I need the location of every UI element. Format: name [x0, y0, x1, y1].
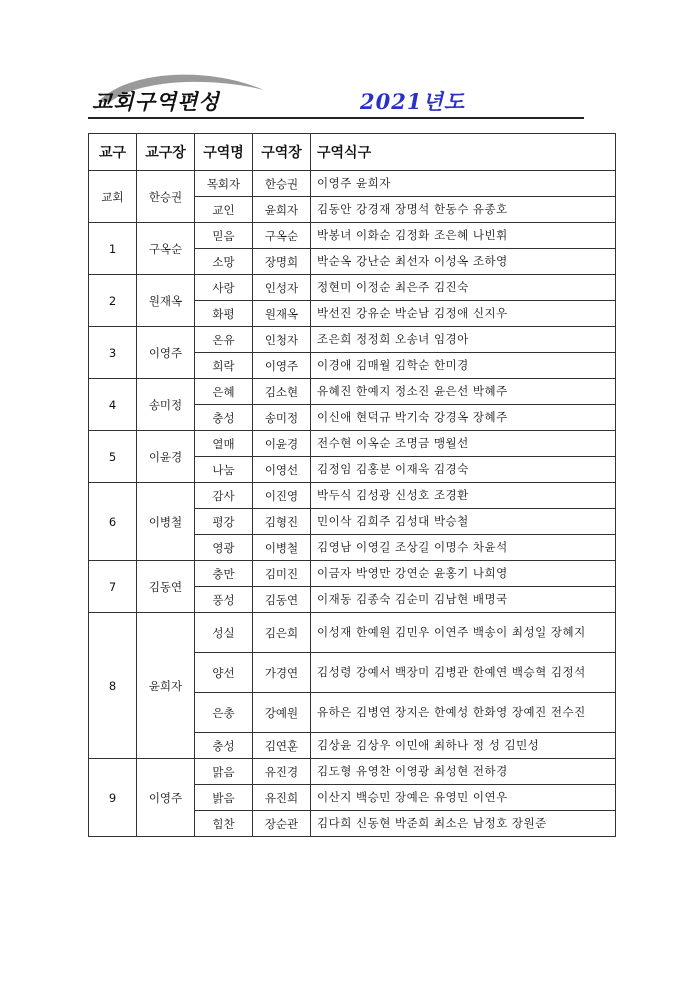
parish-leader-cell: 이영주 [137, 759, 195, 837]
document-title: 교회구역편성 [92, 89, 220, 114]
parish-leader-cell: 김동연 [137, 561, 195, 613]
zone-name-cell: 충성 [195, 733, 253, 759]
zone-name-cell: 영광 [195, 535, 253, 561]
zone-leader-cell: 이영선 [253, 457, 311, 483]
parish-cell: 8 [89, 613, 137, 759]
zone-name-cell: 풍성 [195, 587, 253, 613]
zone-members-cell: 이금자 박영만 강연순 윤홍기 나희영 [311, 561, 616, 587]
parish-cell: 6 [89, 483, 137, 561]
zone-members-cell: 조은희 정정희 오송녀 임경아 [311, 327, 616, 353]
zone-members-cell: 전수현 이옥순 조명금 맹월선 [311, 431, 616, 457]
zone-leader-cell: 김소현 [253, 379, 311, 405]
parish-leader-cell: 원재옥 [137, 275, 195, 327]
zone-leader-cell: 구옥순 [253, 223, 311, 249]
parish-leader-cell: 이윤경 [137, 431, 195, 483]
zone-members-cell: 정현미 이정순 최은주 김진숙 [311, 275, 616, 301]
zone-name-cell: 맑음 [195, 759, 253, 785]
table-row [89, 561, 616, 587]
zone-members-cell: 이신애 현덕규 박기숙 강경옥 장혜주 [311, 405, 616, 431]
zone-members-cell: 박봉녀 이화순 김정화 조은혜 나빈휘 [311, 223, 616, 249]
zone-members-cell: 김정임 김홍분 이재욱 김경숙 [311, 457, 616, 483]
zone-members-cell: 이산지 백승민 장예은 유영민 이연우 [311, 785, 616, 811]
header-divider [88, 117, 584, 119]
column-header-zone-name: 구역명 [195, 134, 253, 171]
zone-leader-cell: 김은희 [253, 613, 311, 653]
zone-name-cell: 힘찬 [195, 811, 253, 837]
document-header [88, 64, 588, 124]
table-row [89, 483, 616, 509]
zone-members-cell: 박선진 강유순 박순남 김정애 신지우 [311, 301, 616, 327]
zone-name-cell: 열매 [195, 431, 253, 457]
zone-members-cell: 김동안 강경재 장명석 한동수 유종호 [311, 197, 616, 223]
zone-name-cell: 화평 [195, 301, 253, 327]
parish-cell: 7 [89, 561, 137, 613]
parish-cell: 1 [89, 223, 137, 275]
zone-leader-cell: 한승권 [253, 171, 311, 197]
zone-leader-cell: 김연훈 [253, 733, 311, 759]
zone-name-cell: 나눔 [195, 457, 253, 483]
table-row [89, 223, 616, 249]
zone-leader-cell: 이윤경 [253, 431, 311, 457]
parish-leader-cell: 송미정 [137, 379, 195, 431]
parish-leader-cell: 이영주 [137, 327, 195, 379]
table-row [89, 759, 616, 785]
table-row [89, 171, 616, 197]
table-row [89, 327, 616, 353]
parish-leader-cell: 이병철 [137, 483, 195, 561]
parish-leader-cell: 구옥순 [137, 223, 195, 275]
column-header-parish: 교구 [89, 134, 137, 171]
zone-members-cell: 박두식 김성광 신성호 조경환 [311, 483, 616, 509]
zone-leader-cell: 장순관 [253, 811, 311, 837]
table-row [89, 431, 616, 457]
zone-leader-cell: 송미정 [253, 405, 311, 431]
zone-leader-cell: 인청자 [253, 327, 311, 353]
table-row [89, 613, 616, 653]
zone-leader-cell: 이진영 [253, 483, 311, 509]
parish-cell: 교회 [89, 171, 137, 223]
parish-cell: 2 [89, 275, 137, 327]
zone-name-cell: 충성 [195, 405, 253, 431]
zone-name-cell: 양선 [195, 653, 253, 693]
zone-members-cell: 유혜진 한예지 정소진 윤은선 박혜주 [311, 379, 616, 405]
zone-leader-cell: 윤희자 [253, 197, 311, 223]
zone-members-cell: 이재동 김종숙 김순미 김남현 배명국 [311, 587, 616, 613]
zone-leader-cell: 김동연 [253, 587, 311, 613]
zone-leader-cell: 김형진 [253, 509, 311, 535]
zone-name-cell: 성실 [195, 613, 253, 653]
zone-members-cell: 김상윤 김상우 이민애 최하나 정 성 김민성 [311, 733, 616, 759]
table-row [89, 379, 616, 405]
zone-members-cell: 이영주 윤희자 [311, 171, 616, 197]
column-header-parish-leader: 교구장 [137, 134, 195, 171]
zone-name-cell: 희락 [195, 353, 253, 379]
zone-name-cell: 충만 [195, 561, 253, 587]
table-header-row [89, 134, 616, 171]
zone-leader-cell: 김미진 [253, 561, 311, 587]
parish-cell: 4 [89, 379, 137, 431]
zone-leader-cell: 강예원 [253, 693, 311, 733]
table-body [89, 171, 616, 837]
zone-leader-cell: 유진희 [253, 785, 311, 811]
parish-leader-cell: 윤희자 [137, 613, 195, 759]
zone-members-cell: 박순옥 강난순 최선자 이성옥 조하영 [311, 249, 616, 275]
zone-members-cell: 김도형 유영찬 이영광 최성현 전하경 [311, 759, 616, 785]
zone-name-cell: 온유 [195, 327, 253, 353]
zone-leader-cell: 유진경 [253, 759, 311, 785]
zone-members-cell: 김성령 강예서 백장미 김병관 한예연 백승혁 김정석 [311, 653, 616, 693]
column-header-zone-leader: 구역장 [253, 134, 311, 171]
parish-leader-cell: 한승권 [137, 171, 195, 223]
zone-leader-cell: 이병철 [253, 535, 311, 561]
zone-members-cell: 김영남 이영길 조상길 이명수 차윤석 [311, 535, 616, 561]
zone-name-cell: 은혜 [195, 379, 253, 405]
zone-leader-cell: 인성자 [253, 275, 311, 301]
zone-name-cell: 믿음 [195, 223, 253, 249]
zone-members-cell: 김다희 신동현 박준희 최소은 남정호 장원준 [311, 811, 616, 837]
parish-cell: 9 [89, 759, 137, 837]
zone-name-cell: 목회자 [195, 171, 253, 197]
zone-members-cell: 민이삭 김희주 김성대 박승철 [311, 509, 616, 535]
parish-cell: 5 [89, 431, 137, 483]
zone-members-cell: 이경애 김매월 김학순 한미경 [311, 353, 616, 379]
zone-name-cell: 밝음 [195, 785, 253, 811]
zone-leader-cell: 가경연 [253, 653, 311, 693]
zone-name-cell: 은총 [195, 693, 253, 733]
zone-name-cell: 사랑 [195, 275, 253, 301]
zone-members-cell: 유하은 김병연 장지은 한예성 한화영 장예진 전수진 [311, 693, 616, 733]
zone-members-cell: 이성재 한예원 김민우 이연주 백송이 최성일 장혜지 [311, 613, 616, 653]
parish-cell: 3 [89, 327, 137, 379]
zone-name-cell: 소망 [195, 249, 253, 275]
zone-name-cell: 감사 [195, 483, 253, 509]
zone-name-cell: 교인 [195, 197, 253, 223]
zone-leader-cell: 장명희 [253, 249, 311, 275]
document-year: 2021년도 [360, 89, 466, 114]
zone-name-cell: 평강 [195, 509, 253, 535]
column-header-zone-members: 구역식구 [311, 134, 616, 171]
zone-roster-table [88, 133, 616, 837]
table-row [89, 275, 616, 301]
zone-leader-cell: 이영주 [253, 353, 311, 379]
zone-leader-cell: 원재옥 [253, 301, 311, 327]
